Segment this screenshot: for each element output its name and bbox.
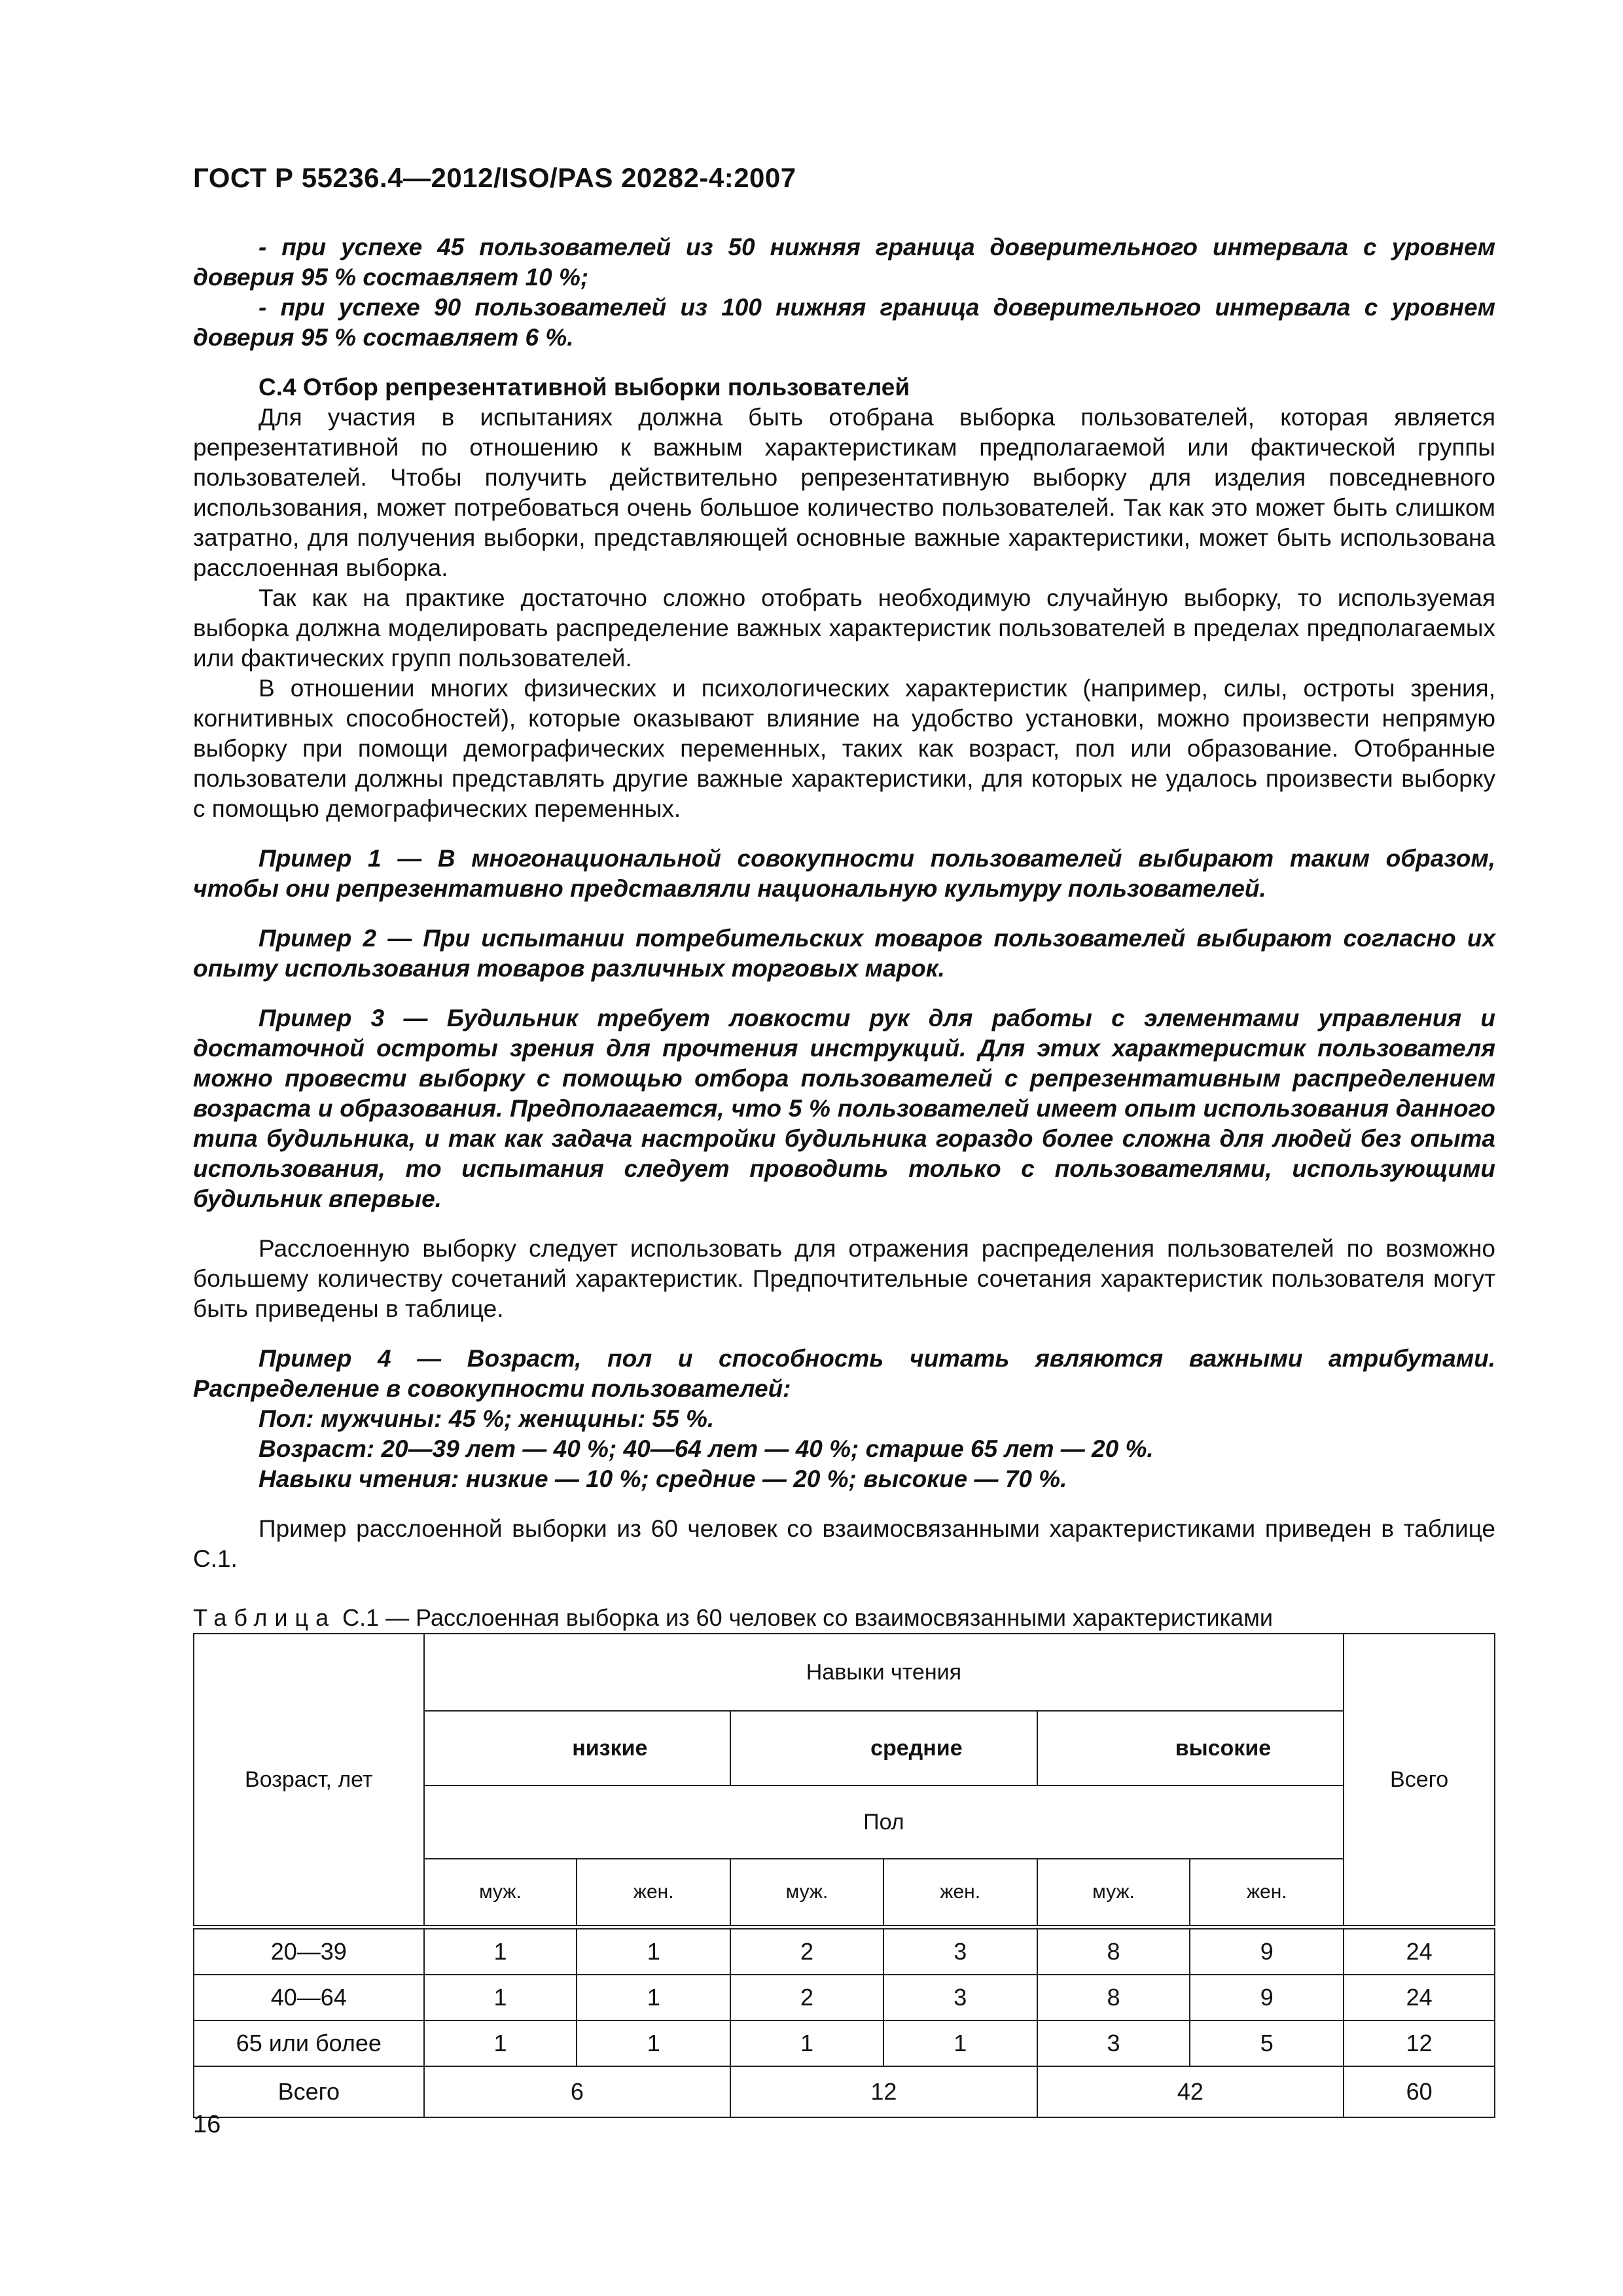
- header-sex-male: муж.: [1037, 1859, 1190, 1928]
- header-sex-female: жен.: [577, 1859, 730, 1928]
- cell-value: 8: [1037, 1975, 1190, 2020]
- example-4-line: Пол: мужчины: 45 %; женщины: 55 %.: [259, 1405, 715, 1432]
- paragraph: Так как на практике достаточно сложно отобрать необходимую случайную выборку, то используемая выборка должна моделировать распределение важных характеристик пользователей в пределах предполагаемых или фактических групп пользователей.: [193, 584, 1495, 672]
- row-age: 20—39: [194, 1928, 424, 1975]
- paragraph-stratified: Расслоенную выборку следует использовать для отражения распределения пользователей по возможно большему количеству сочетаний характеристик. Предпочтительные сочетания характеристик пользователя могут быть приведены в таблице.: [193, 1235, 1495, 1322]
- cell-value: 2: [730, 1975, 883, 2020]
- example-1: Пример 1 — В многонациональной совокупности пользователей выбирают таким образом, чтобы они репрезентативно представляли национальную культуру пользователей.: [193, 845, 1495, 902]
- table-row: [194, 1975, 1495, 2020]
- header-sex-female: жен.: [883, 1859, 1037, 1928]
- cell-value: 1: [424, 2020, 577, 2066]
- cell-value: 8: [1037, 1928, 1190, 1975]
- cell-value: 1: [730, 2020, 883, 2066]
- example-3: Пример 3 — Будильник требует ловкости рук для работы с элементами управления и достаточной остроты зрения для прочтения инструкций. Для этих характеристик пользователя можно провести выборку с помощью отбора пользователей с репрезентативным распределением возраста и образования. Предполагается, что 5 % пользователей имеет опыт использования данного типа будильника, и так как задача настройки будильника гораздо более сложна для людей без опыта использования, то испытания следует проводить только с пользователями, использующими будильник впервые.: [193, 1005, 1495, 1212]
- header-reading-skills: Навыки чтения: [424, 1634, 1344, 1711]
- header-sex-male: муж.: [424, 1859, 577, 1928]
- totals-label: Всего: [194, 2066, 424, 2117]
- section-title: С.4 Отбор репрезентативной выборки пользователей: [259, 374, 910, 401]
- example-4-title: Пример 4 — Возраст, пол и способность читать являются важными атрибутами. Распределение в совокупности пользователей:: [193, 1345, 1495, 1402]
- header-reading-low: низкие: [424, 1711, 731, 1785]
- page-number: 16: [193, 2111, 221, 2138]
- cell-value: 1: [577, 1928, 730, 1975]
- row-total: 24: [1344, 1975, 1495, 2020]
- paragraph-table-ref: Пример расслоенной выборки из 60 человек со взаимосвязанными характеристиками приведен в таблице С.1.: [193, 1515, 1495, 1572]
- header-sex-male: муж.: [730, 1859, 883, 1928]
- table-row: [194, 1928, 1495, 1975]
- row-total: 24: [1344, 1928, 1495, 1975]
- cell-value: 9: [1190, 1975, 1344, 2020]
- example-2: Пример 2 — При испытании потребительских товаров пользователей выбирают согласно их опыту использования товаров различных торговых марок.: [193, 925, 1495, 982]
- table-caption-text: С.1 — Расслоенная выборка из 60 человек со взаимосвязанными характеристиками: [336, 1604, 1274, 1631]
- document-header: ГОСТ Р 55236.4—2012/ISO/PAS 20282-4:2007: [193, 162, 796, 193]
- intro-example-2: - при успехе 90 пользователей из 100 нижняя граница доверительного интервала с уровнем доверия 95 % составляет 6 %.: [193, 294, 1495, 351]
- header-reading-high: высокие: [1037, 1711, 1344, 1785]
- cell-value: 3: [883, 1975, 1037, 2020]
- cell-value: 3: [883, 1928, 1037, 1975]
- header-reading-medium: средние: [730, 1711, 1037, 1785]
- table-row: [194, 2020, 1495, 2066]
- header-sex-female: жен.: [1190, 1859, 1344, 1928]
- cell-value: 1: [424, 1928, 577, 1975]
- header-sex: Пол: [424, 1785, 1344, 1859]
- header-age: Возраст, лет: [194, 1634, 424, 1928]
- table-caption: [193, 1603, 1495, 1633]
- example-4-line: Возраст: 20—39 лет — 40 %; 40—64 лет — 40 %; старше 65 лет — 20 %.: [259, 1435, 1154, 1462]
- cell-value: 5: [1190, 2020, 1344, 2066]
- paragraph: В отношении многих физических и психологических характеристик (например, силы, остроты зрения, когнитивных способностей), которые оказывают влияние на удобство установки, можно произвести непрямую выборку при помощи демографических переменных, таких как возраст, пол или образование. Отобранные пользователи должны представлять другие важные характеристики, для которых не удалось произвести выборку с помощью демографических переменных.: [193, 675, 1495, 822]
- cell-value: 3: [1037, 2020, 1190, 2066]
- data-table: [193, 1633, 1495, 2118]
- row-total: 12: [1344, 2020, 1495, 2066]
- row-age: 40—64: [194, 1975, 424, 2020]
- cell-value: 2: [730, 1928, 883, 1975]
- row-age: 65 или более: [194, 2020, 424, 2066]
- table-caption-prefix: Таблица: [193, 1604, 336, 1631]
- table-row-totals: [194, 2066, 1495, 2117]
- cell-value: 9: [1190, 1928, 1344, 1975]
- paragraph: Для участия в испытаниях должна быть отобрана выборка пользователей, которая является репрезентативной по отношению к важным характеристикам предполагаемой или фактической группы пользователей. Чтобы получить действительно репрезентативную выборку для изделия повседневного использования, может потребоваться очень большое количество пользователей. Так как это может быть слишком затратно, для получения выборки, представляющей основные важные характеристики, может быть использована расслоенная выборка.: [193, 404, 1495, 581]
- cell-value: 1: [577, 1975, 730, 2020]
- cell-value: 1: [577, 2020, 730, 2066]
- cell-value: 1: [883, 2020, 1037, 2066]
- document-body: [193, 232, 1495, 2118]
- cell-value: 1: [424, 1975, 577, 2020]
- intro-example-1: - при успехе 45 пользователей из 50 нижняя граница доверительного интервала с уровнем доверия 95 % составляет 10 %;: [193, 234, 1495, 291]
- totals-grand: 60: [1344, 2066, 1495, 2117]
- totals-medium: 12: [730, 2066, 1037, 2117]
- header-total: Всего: [1344, 1634, 1495, 1928]
- totals-low: 6: [424, 2066, 731, 2117]
- totals-high: 42: [1037, 2066, 1344, 2117]
- example-4-line: Навыки чтения: низкие — 10 %; средние — 20 %; высокие — 70 %.: [259, 1465, 1067, 1492]
